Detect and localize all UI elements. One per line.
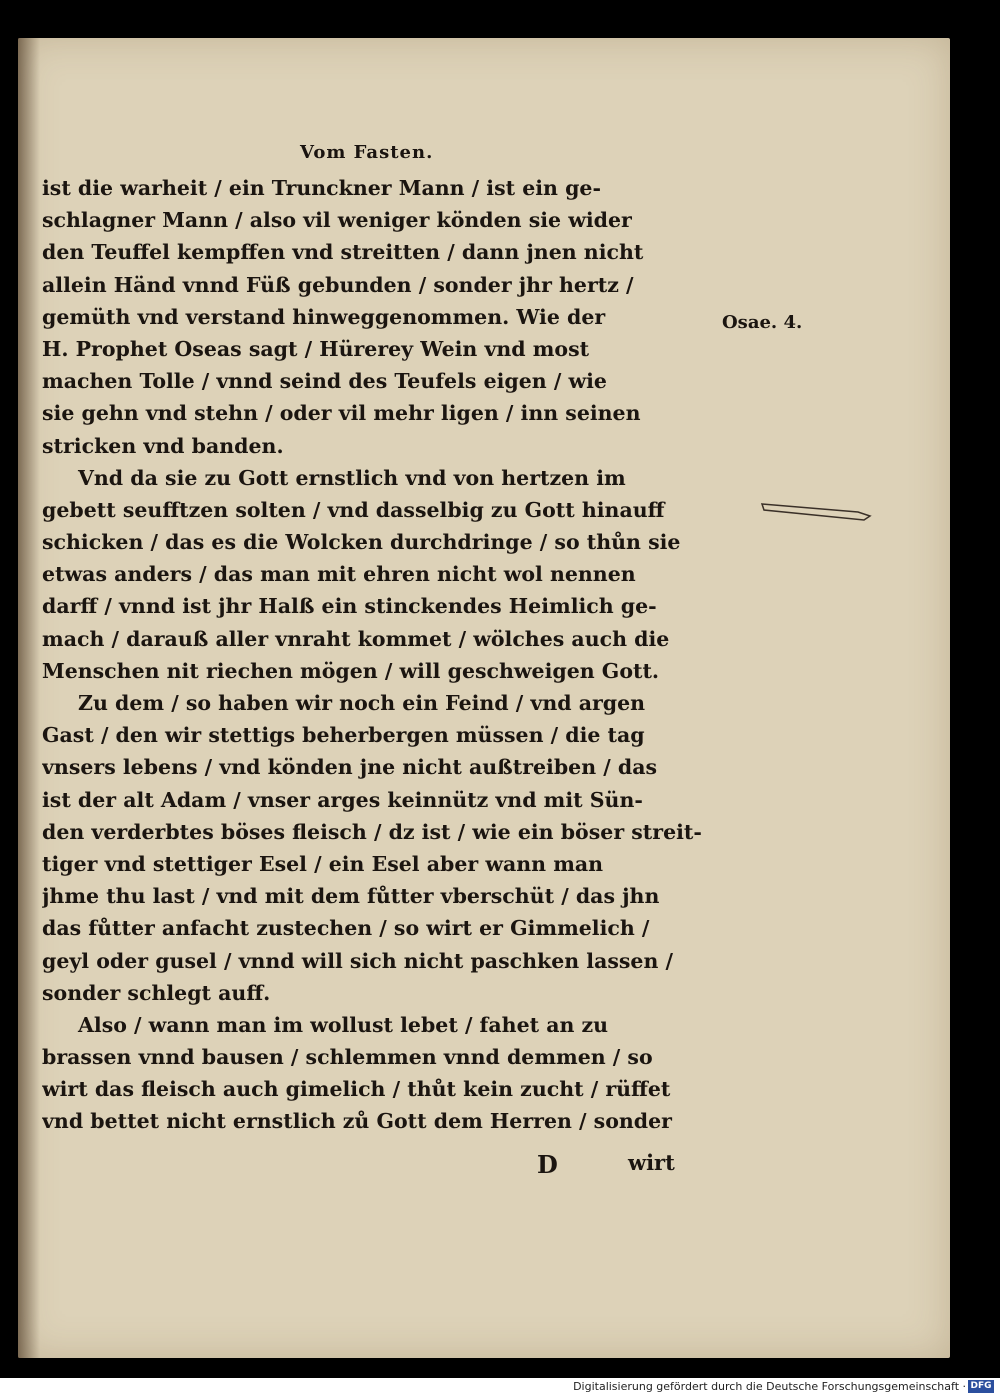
text-line: darff / vnnd ist jhr Halß ein stinckendes Heimlich ge- [42,594,657,619]
text-line: Also / wann man im wollust lebet / fahet an zu [78,1012,609,1037]
margin-pen-stroke [760,498,880,528]
text-line: gebett seufftzen solten / vnd dasselbig zu Gott hinauff [42,497,665,522]
text-line: Zu dem / so haben wir noch ein Feind / vnd argen [78,691,646,715]
text-line: jhme thu last / vnd mit dem fůtter vberschüt / das jhn [42,884,660,909]
text-line: wirt das fleisch auch gimelich / thůt kein zucht / rüffet [42,1077,671,1102]
text-line: etwas anders / das man mit ehren nicht wol nennen [42,562,636,587]
text-line: schlagner Mann / also vil weniger könden sie wider [42,208,632,233]
text-line: Menschen nit riechen mögen / will geschweigen Gott. [42,658,660,683]
text-line: den Teuffel kempffen vnd streitten / dann jnen nicht [42,240,644,265]
text-line: tiger vnd stettiger Esel / ein Esel aber wann man [42,851,604,876]
margin-note: Osae. 4. [722,312,803,333]
text-line: brassen vnnd bausen / schlemmen vnnd demmen / so [42,1045,653,1070]
text-line: ist die warheit / ein Trunckner Mann / ist ein ge- [42,176,601,200]
catchword: wirt [628,1150,675,1175]
text-line: machen Tolle / vnnd seind des Teufels eigen / wie [42,369,607,394]
text-line: schicken / das es die Wolcken durchdringe / so thůn sie [42,530,681,555]
credit-text: Digitalisierung gefördert durch die Deutsche Forschungsgemeinschaft · [573,1380,966,1393]
text-line: H. Prophet Oseas sagt / Hürerey Wein vnd most [42,336,590,361]
text-line: vnsers lebens / vnd könden jne nicht außtreiben / das [42,755,658,780]
text-line: geyl oder gusel / vnnd will sich nicht paschken lassen / [42,948,674,973]
text-line: den verderbtes böses fleisch / dz ist / wie ein böser streit- [42,819,702,844]
dfg-logo: DFG [968,1380,994,1393]
text-line: allein Händ vnnd Füß gebunden / sonder jhr hertz / [42,272,634,297]
text-line: Gast / den wir stettigs beherbergen müssen / die tag [42,723,645,748]
text-line: vnd bettet nicht ernstlich zů Gott dem Herren / sonder [42,1109,672,1134]
text-line: stricken vnd banden. [42,433,284,458]
body-text [42,172,702,1138]
text-line: sonder schlegt auff. [42,980,271,1005]
text-line: ist der alt Adam / vnser arges keinnütz vnd mit Sün- [42,787,643,812]
text-line: sie gehn vnd stehn / oder vil mehr ligen / inn seinen [42,401,641,426]
text-line: gemüth vnd verstand hinweggenommen. Wie der [42,304,606,329]
running-head: Vom Fasten. [300,142,434,163]
text-line: das fůtter anfacht zustechen / so wirt er Gimmelich / [42,916,650,941]
text-line: Vnd da sie zu Gott ernstlich vnd von hertzen im [78,465,626,490]
signature-mark: D [537,1150,558,1179]
text-line: mach / darauß aller vnraht kommet / wölches auch die [42,626,670,651]
page-gutter-shadow [18,38,40,1358]
